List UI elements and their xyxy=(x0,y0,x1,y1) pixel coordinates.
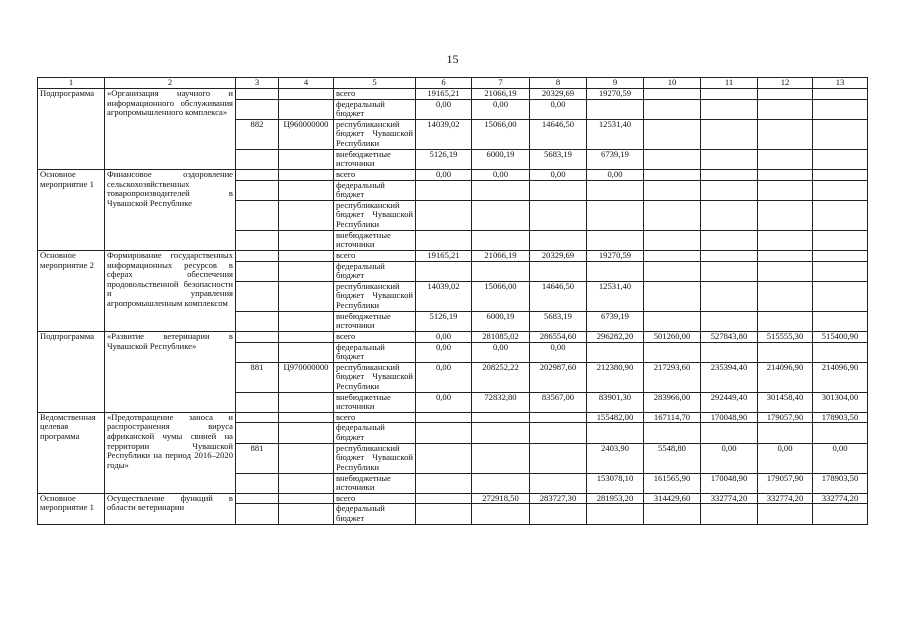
amount-cell: 515555,30 xyxy=(758,331,813,342)
amount-cell: 0,00 xyxy=(472,169,530,180)
amount-cell: 19165,21 xyxy=(416,89,472,100)
grbs-code xyxy=(236,261,279,281)
column-header: 6 xyxy=(416,78,472,89)
amount-cell: 72832,80 xyxy=(472,392,530,412)
amount-cell xyxy=(758,89,813,100)
amount-cell: 153078,10 xyxy=(587,473,644,493)
amount-cell: 6000,19 xyxy=(472,149,530,169)
column-header: 9 xyxy=(587,78,644,89)
column-header: 12 xyxy=(758,78,813,89)
grbs-code xyxy=(236,311,279,331)
amount-cell xyxy=(416,261,472,281)
amount-cell xyxy=(701,149,758,169)
target-article-code: Ц960000000 xyxy=(279,119,334,149)
target-article-code xyxy=(279,149,334,169)
amount-cell xyxy=(758,342,813,362)
amount-cell: 5126,19 xyxy=(416,149,472,169)
funding-source: республиканский бюджет Чувашской Республики xyxy=(334,119,416,149)
column-header: 3 xyxy=(236,78,279,89)
grbs-code xyxy=(236,392,279,412)
amount-cell: 155482,00 xyxy=(587,412,644,423)
table-row xyxy=(38,169,868,180)
amount-cell xyxy=(530,412,587,423)
funding-source: федеральный бюджет xyxy=(334,504,416,524)
funding-source: всего xyxy=(334,331,416,342)
amount-cell xyxy=(701,200,758,230)
amount-cell xyxy=(758,180,813,200)
funding-source: федеральный бюджет xyxy=(334,261,416,281)
target-article-code xyxy=(279,261,334,281)
amount-cell: 332774,20 xyxy=(701,493,758,504)
amount-cell: 161565,90 xyxy=(644,473,701,493)
amount-cell xyxy=(472,261,530,281)
amount-cell: 0,00 xyxy=(416,392,472,412)
grbs-code xyxy=(236,423,279,443)
amount-cell xyxy=(701,89,758,100)
section-type: Основное мероприятие 2 xyxy=(38,250,105,331)
amount-cell xyxy=(644,119,701,149)
amount-cell: 21066,19 xyxy=(472,250,530,261)
amount-cell xyxy=(472,473,530,493)
amount-cell xyxy=(472,180,530,200)
table-row xyxy=(38,493,868,504)
amount-cell xyxy=(758,119,813,149)
amount-cell: 0,00 xyxy=(530,342,587,362)
amount-cell xyxy=(813,180,868,200)
amount-cell xyxy=(416,504,472,524)
grbs-code xyxy=(236,412,279,423)
funding-source: республиканский бюджет Чувашской Республики xyxy=(334,281,416,311)
column-header: 1 xyxy=(38,78,105,89)
amount-cell xyxy=(644,200,701,230)
amount-cell xyxy=(416,412,472,423)
section-name: «Организация научного и информационного обслуживания агропромышленного комплекса» xyxy=(105,89,236,170)
target-article-code xyxy=(279,89,334,100)
amount-cell xyxy=(701,423,758,443)
amount-cell xyxy=(416,493,472,504)
amount-cell xyxy=(644,342,701,362)
column-header: 11 xyxy=(701,78,758,89)
amount-cell: 0,00 xyxy=(758,443,813,473)
amount-cell: 20329,69 xyxy=(530,89,587,100)
amount-cell: 0,00 xyxy=(813,443,868,473)
amount-cell xyxy=(472,412,530,423)
amount-cell xyxy=(758,169,813,180)
funding-source: внебюджетные источники xyxy=(334,311,416,331)
amount-cell xyxy=(701,311,758,331)
funding-source: внебюджетные источники xyxy=(334,473,416,493)
amount-cell: 6739,19 xyxy=(587,149,644,169)
grbs-code xyxy=(236,99,279,119)
amount-cell xyxy=(416,423,472,443)
section-type: Ведомственная целевая программа xyxy=(38,412,105,493)
amount-cell xyxy=(416,443,472,473)
amount-cell xyxy=(758,504,813,524)
funding-source: всего xyxy=(334,493,416,504)
amount-cell xyxy=(587,180,644,200)
grbs-code xyxy=(236,180,279,200)
amount-cell: 19270,59 xyxy=(587,89,644,100)
amount-cell xyxy=(530,261,587,281)
amount-cell: 314429,60 xyxy=(644,493,701,504)
amount-cell xyxy=(644,99,701,119)
table-row xyxy=(38,331,868,342)
amount-cell xyxy=(530,200,587,230)
amount-cell: 12531,40 xyxy=(587,119,644,149)
amount-cell: 5126,19 xyxy=(416,311,472,331)
amount-cell: 83901,30 xyxy=(587,392,644,412)
amount-cell xyxy=(701,261,758,281)
amount-cell: 14039,02 xyxy=(416,119,472,149)
amount-cell: 202987,60 xyxy=(530,362,587,392)
grbs-code xyxy=(236,504,279,524)
amount-cell xyxy=(416,200,472,230)
budget-table xyxy=(37,77,868,525)
amount-cell xyxy=(813,311,868,331)
amount-cell xyxy=(758,250,813,261)
amount-cell xyxy=(758,423,813,443)
amount-cell xyxy=(813,250,868,261)
amount-cell xyxy=(587,342,644,362)
amount-cell: 5683,19 xyxy=(530,149,587,169)
grbs-code xyxy=(236,149,279,169)
grbs-code xyxy=(236,169,279,180)
amount-cell: 332774,20 xyxy=(758,493,813,504)
funding-source: внебюджетные источники xyxy=(334,149,416,169)
column-header: 10 xyxy=(644,78,701,89)
amount-cell: 235394,40 xyxy=(701,362,758,392)
amount-cell xyxy=(644,504,701,524)
amount-cell xyxy=(587,504,644,524)
column-header: 7 xyxy=(472,78,530,89)
amount-cell: 501260,00 xyxy=(644,331,701,342)
amount-cell: 178903,50 xyxy=(813,473,868,493)
amount-cell: 21066,19 xyxy=(472,89,530,100)
amount-cell: 292449,40 xyxy=(701,392,758,412)
amount-cell xyxy=(813,200,868,230)
amount-cell: 12531,40 xyxy=(587,281,644,311)
target-article-code xyxy=(279,473,334,493)
amount-cell: 281085,02 xyxy=(472,331,530,342)
amount-cell xyxy=(472,504,530,524)
amount-cell xyxy=(644,169,701,180)
amount-cell xyxy=(758,200,813,230)
amount-cell xyxy=(644,261,701,281)
target-article-code xyxy=(279,200,334,230)
amount-cell xyxy=(530,230,587,250)
amount-cell: 0,00 xyxy=(416,99,472,119)
target-article-code xyxy=(279,443,334,473)
funding-source: всего xyxy=(334,250,416,261)
funding-source: всего xyxy=(334,89,416,100)
amount-cell xyxy=(813,423,868,443)
amount-cell: 83567,00 xyxy=(530,392,587,412)
amount-cell xyxy=(644,311,701,331)
amount-cell: 283727,30 xyxy=(530,493,587,504)
amount-cell xyxy=(472,200,530,230)
amount-cell xyxy=(813,261,868,281)
amount-cell: 6000,19 xyxy=(472,311,530,331)
column-header: 13 xyxy=(813,78,868,89)
grbs-code xyxy=(236,473,279,493)
target-article-code xyxy=(279,311,334,331)
table-row xyxy=(38,250,868,261)
funding-source: федеральный бюджет xyxy=(334,342,416,362)
grbs-code xyxy=(236,89,279,100)
amount-cell: 301304,00 xyxy=(813,392,868,412)
amount-cell: 0,00 xyxy=(416,342,472,362)
target-article-code xyxy=(279,250,334,261)
amount-cell xyxy=(644,149,701,169)
target-article-code xyxy=(279,342,334,362)
amount-cell: 167114,70 xyxy=(644,412,701,423)
amount-cell xyxy=(530,180,587,200)
amount-cell xyxy=(701,281,758,311)
section-name: Осуществление функций в области ветеринарии xyxy=(105,493,236,524)
amount-cell: 283966,00 xyxy=(644,392,701,412)
section-type: Подпрограмма xyxy=(38,331,105,412)
section-name: Формирование государственных информационных ресурсов в сферах обеспечения продовольственной безопасности и управления агропромышленным комплексом xyxy=(105,250,236,331)
amount-cell xyxy=(813,149,868,169)
grbs-code: 881 xyxy=(236,362,279,392)
amount-cell xyxy=(701,504,758,524)
grbs-code xyxy=(236,493,279,504)
amount-cell xyxy=(530,423,587,443)
amount-cell: 2403,90 xyxy=(587,443,644,473)
amount-cell xyxy=(587,99,644,119)
funding-source: федеральный бюджет xyxy=(334,423,416,443)
target-article-code xyxy=(279,331,334,342)
section-type: Подпрограмма xyxy=(38,89,105,170)
table-row xyxy=(38,412,868,423)
amount-cell: 296282,20 xyxy=(587,331,644,342)
amount-cell: 14646,50 xyxy=(530,119,587,149)
amount-cell: 217293,60 xyxy=(644,362,701,392)
amount-cell xyxy=(472,443,530,473)
amount-cell: 0,00 xyxy=(472,99,530,119)
column-header: 8 xyxy=(530,78,587,89)
amount-cell xyxy=(813,281,868,311)
amount-cell xyxy=(813,99,868,119)
amount-cell xyxy=(587,230,644,250)
target-article-code xyxy=(279,412,334,423)
amount-cell xyxy=(701,342,758,362)
column-header: 5 xyxy=(334,78,416,89)
amount-cell: 170048,90 xyxy=(701,412,758,423)
amount-cell xyxy=(472,423,530,443)
amount-cell xyxy=(701,119,758,149)
amount-cell xyxy=(701,169,758,180)
amount-cell: 0,00 xyxy=(587,169,644,180)
funding-source: республиканский бюджет Чувашской Республики xyxy=(334,200,416,230)
amount-cell: 14039,02 xyxy=(416,281,472,311)
amount-cell: 0,00 xyxy=(416,331,472,342)
amount-cell xyxy=(813,504,868,524)
amount-cell: 5683,19 xyxy=(530,311,587,331)
amount-cell xyxy=(758,261,813,281)
amount-cell xyxy=(416,180,472,200)
amount-cell: 15066,00 xyxy=(472,119,530,149)
amount-cell: 0,00 xyxy=(416,169,472,180)
target-article-code xyxy=(279,281,334,311)
grbs-code xyxy=(236,200,279,230)
amount-cell xyxy=(644,423,701,443)
table-row xyxy=(38,89,868,100)
target-article-code xyxy=(279,392,334,412)
section-name: Финансовое оздоровление сельскохозяйственных товаропроизводителей в Чувашской Республике xyxy=(105,169,236,250)
amount-cell xyxy=(587,423,644,443)
target-article-code xyxy=(279,423,334,443)
amount-cell: 5548,80 xyxy=(644,443,701,473)
amount-cell xyxy=(530,504,587,524)
amount-cell xyxy=(472,230,530,250)
amount-cell: 0,00 xyxy=(701,443,758,473)
amount-cell xyxy=(644,250,701,261)
amount-cell xyxy=(758,281,813,311)
amount-cell xyxy=(644,281,701,311)
section-name: «Предотвращение заноса и распространения вируса африканской чумы свиней на территории Чувашской Республики на период 2016–2020 годы» xyxy=(105,412,236,493)
amount-cell: 19165,21 xyxy=(416,250,472,261)
amount-cell: 214096,90 xyxy=(758,362,813,392)
funding-source: всего xyxy=(334,412,416,423)
target-article-code xyxy=(279,493,334,504)
amount-cell: 214096,90 xyxy=(813,362,868,392)
section-name: «Развитие ветеринарии в Чувашской Республике» xyxy=(105,331,236,412)
amount-cell xyxy=(813,230,868,250)
amount-cell xyxy=(758,149,813,169)
amount-cell: 527843,80 xyxy=(701,331,758,342)
amount-cell: 179057,90 xyxy=(758,473,813,493)
amount-cell xyxy=(416,473,472,493)
amount-cell: 178903,50 xyxy=(813,412,868,423)
amount-cell xyxy=(644,89,701,100)
funding-source: республиканский бюджет Чувашской Республики xyxy=(334,362,416,392)
funding-source: федеральный бюджет xyxy=(334,99,416,119)
amount-cell xyxy=(530,473,587,493)
amount-cell: 212380,90 xyxy=(587,362,644,392)
amount-cell: 0,00 xyxy=(472,342,530,362)
amount-cell xyxy=(813,89,868,100)
amount-cell xyxy=(416,230,472,250)
target-article-code xyxy=(279,99,334,119)
amount-cell: 6739,19 xyxy=(587,311,644,331)
amount-cell: 0,00 xyxy=(530,99,587,119)
grbs-code xyxy=(236,342,279,362)
page-number: 15 xyxy=(446,52,459,66)
amount-cell xyxy=(701,230,758,250)
amount-cell xyxy=(758,230,813,250)
amount-cell: 286554,60 xyxy=(530,331,587,342)
target-article-code xyxy=(279,230,334,250)
amount-cell xyxy=(758,99,813,119)
amount-cell xyxy=(587,200,644,230)
amount-cell: 332774,20 xyxy=(813,493,868,504)
section-type: Основное мероприятие 1 xyxy=(38,493,105,524)
amount-cell: 515400,90 xyxy=(813,331,868,342)
amount-cell xyxy=(813,119,868,149)
funding-source: внебюджетные источники xyxy=(334,230,416,250)
amount-cell: 170048,90 xyxy=(701,473,758,493)
section-type: Основное мероприятие 1 xyxy=(38,169,105,250)
amount-cell: 179057,90 xyxy=(758,412,813,423)
amount-cell xyxy=(644,230,701,250)
amount-cell xyxy=(701,99,758,119)
amount-cell: 281953,20 xyxy=(587,493,644,504)
column-header: 2 xyxy=(105,78,236,89)
target-article-code xyxy=(279,504,334,524)
amount-cell xyxy=(644,180,701,200)
amount-cell: 301458,40 xyxy=(758,392,813,412)
grbs-code: 882 xyxy=(236,119,279,149)
grbs-code xyxy=(236,281,279,311)
funding-source: внебюджетные источники xyxy=(334,392,416,412)
grbs-code: 881 xyxy=(236,443,279,473)
amount-cell: 15066,00 xyxy=(472,281,530,311)
amount-cell xyxy=(813,169,868,180)
amount-cell: 0,00 xyxy=(416,362,472,392)
grbs-code xyxy=(236,331,279,342)
column-header: 4 xyxy=(279,78,334,89)
amount-cell: 14646,50 xyxy=(530,281,587,311)
grbs-code xyxy=(236,250,279,261)
target-article-code xyxy=(279,169,334,180)
amount-cell xyxy=(587,261,644,281)
amount-cell xyxy=(530,443,587,473)
funding-source: федеральный бюджет xyxy=(334,180,416,200)
funding-source: республиканский бюджет Чувашской Республики xyxy=(334,443,416,473)
target-article-code: Ц970000000 xyxy=(279,362,334,392)
amount-cell: 20329,69 xyxy=(530,250,587,261)
amount-cell: 208252,22 xyxy=(472,362,530,392)
amount-cell xyxy=(701,250,758,261)
amount-cell xyxy=(813,342,868,362)
amount-cell xyxy=(701,180,758,200)
grbs-code xyxy=(236,230,279,250)
amount-cell xyxy=(758,311,813,331)
amount-cell: 0,00 xyxy=(530,169,587,180)
column-number-row xyxy=(38,78,868,89)
funding-source: всего xyxy=(334,169,416,180)
target-article-code xyxy=(279,180,334,200)
amount-cell: 272918,50 xyxy=(472,493,530,504)
amount-cell: 19270,59 xyxy=(587,250,644,261)
